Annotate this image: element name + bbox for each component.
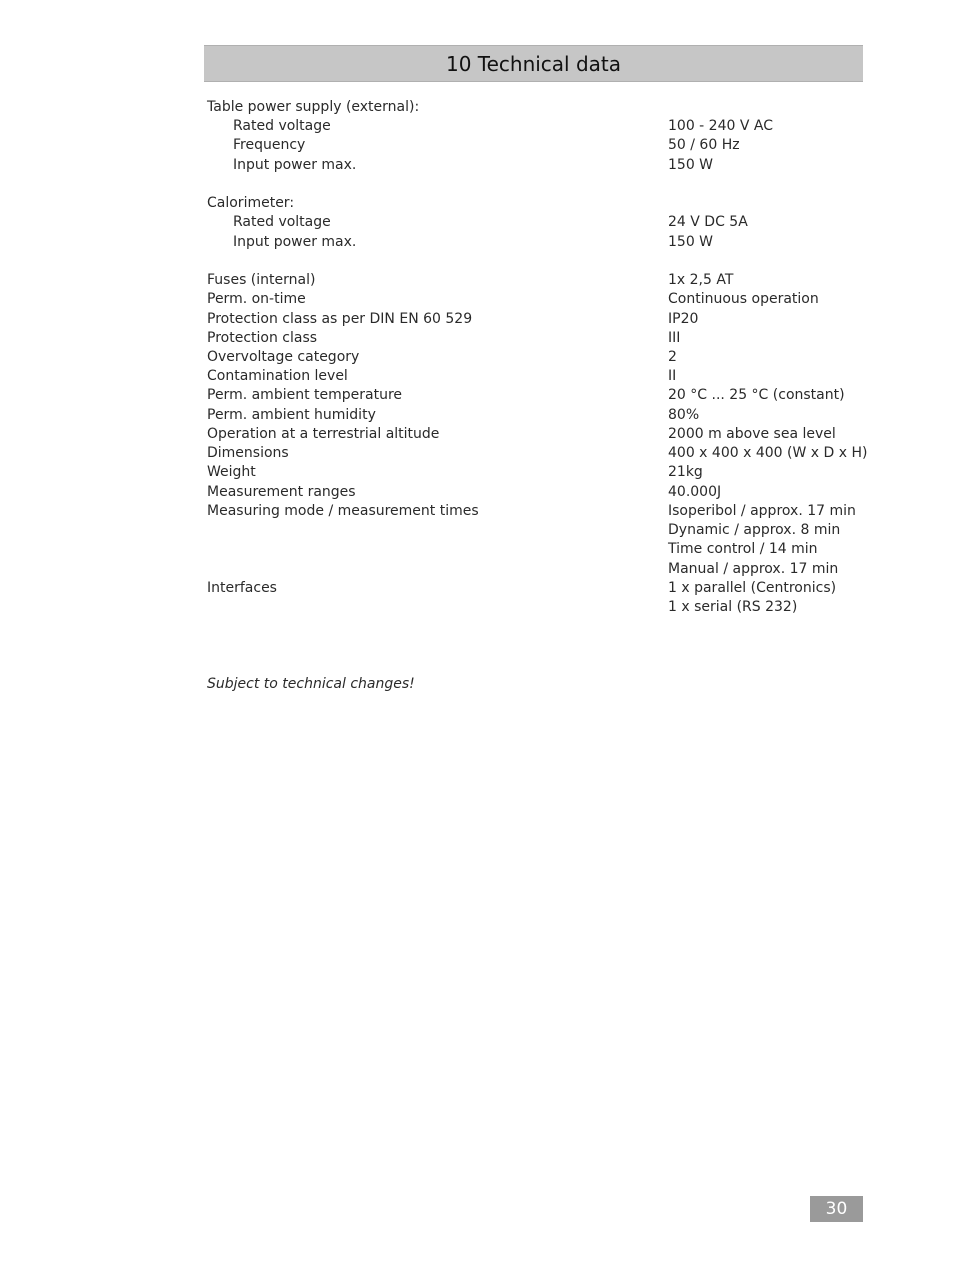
spec-value: Manual / approx. 17 min	[668, 561, 839, 577]
spec-value: 40.000J	[668, 484, 722, 500]
spec-label: Protection class	[207, 330, 318, 346]
spec-label: Measurement ranges	[207, 484, 356, 500]
spec-value: II	[668, 368, 677, 384]
spec-value: 1 x parallel (Centronics)	[668, 580, 837, 596]
spec-value: 2	[668, 349, 677, 365]
spec-label: Input power max.	[233, 157, 357, 173]
page-number: 30	[810, 1196, 863, 1222]
spec-value: Dynamic / approx. 8 min	[668, 522, 841, 538]
spec-value: III	[668, 330, 681, 346]
spec-label: Interfaces	[207, 580, 277, 596]
spec-value: 1 x serial (RS 232)	[668, 599, 798, 615]
spec-value: 100 - 240 V AC	[668, 118, 773, 134]
spec-label: Frequency	[233, 137, 306, 153]
spec-value: 21kg	[668, 464, 703, 480]
spec-label: Perm. ambient temperature	[207, 387, 403, 403]
spec-value: 1x 2,5 AT	[668, 272, 734, 288]
spec-label: Input power max.	[233, 234, 357, 250]
spec-value: 80%	[668, 407, 700, 423]
spec-label: Perm. on-time	[207, 291, 306, 307]
spec-value: 2000 m above sea level	[668, 426, 836, 442]
spec-label: Measuring mode / measurement times	[207, 503, 479, 519]
spec-value: 24 V DC 5A	[668, 214, 748, 230]
spec-value: Time control / 14 min	[668, 541, 818, 557]
spec-value: 50 / 60 Hz	[668, 137, 740, 153]
spec-label: Contamination level	[207, 368, 348, 384]
spec-value: 150 W	[668, 157, 714, 173]
spec-value: Isoperibol / approx. 17 min	[668, 503, 856, 519]
section-heading-calorimeter: Calorimeter:	[207, 195, 295, 211]
spec-label: Rated voltage	[233, 214, 331, 230]
spec-label: Fuses (internal)	[207, 272, 316, 288]
page-title: 10 Technical data	[445, 51, 622, 76]
technical-changes-note: Subject to technical changes!	[207, 676, 415, 692]
spec-label: Dimensions	[207, 445, 289, 461]
spec-value: 150 W	[668, 234, 714, 250]
spec-value: 20 °C ... 25 °C (constant)	[668, 387, 845, 403]
spec-label: Perm. ambient humidity	[207, 407, 376, 423]
spec-label: Operation at a terrestrial altitude	[207, 426, 440, 442]
spec-value: 400 x 400 x 400 (W x D x H)	[668, 445, 868, 461]
spec-label: Rated voltage	[233, 118, 331, 134]
section-heading-table-power-supply: Table power supply (external):	[207, 99, 420, 115]
spec-label: Protection class as per DIN EN 60 529	[207, 311, 473, 327]
spec-value: IP20	[668, 311, 699, 327]
spec-label: Overvoltage category	[207, 349, 360, 365]
spec-label: Weight	[207, 464, 256, 480]
section-header-bar	[204, 45, 863, 82]
spec-value: Continuous operation	[668, 291, 819, 307]
